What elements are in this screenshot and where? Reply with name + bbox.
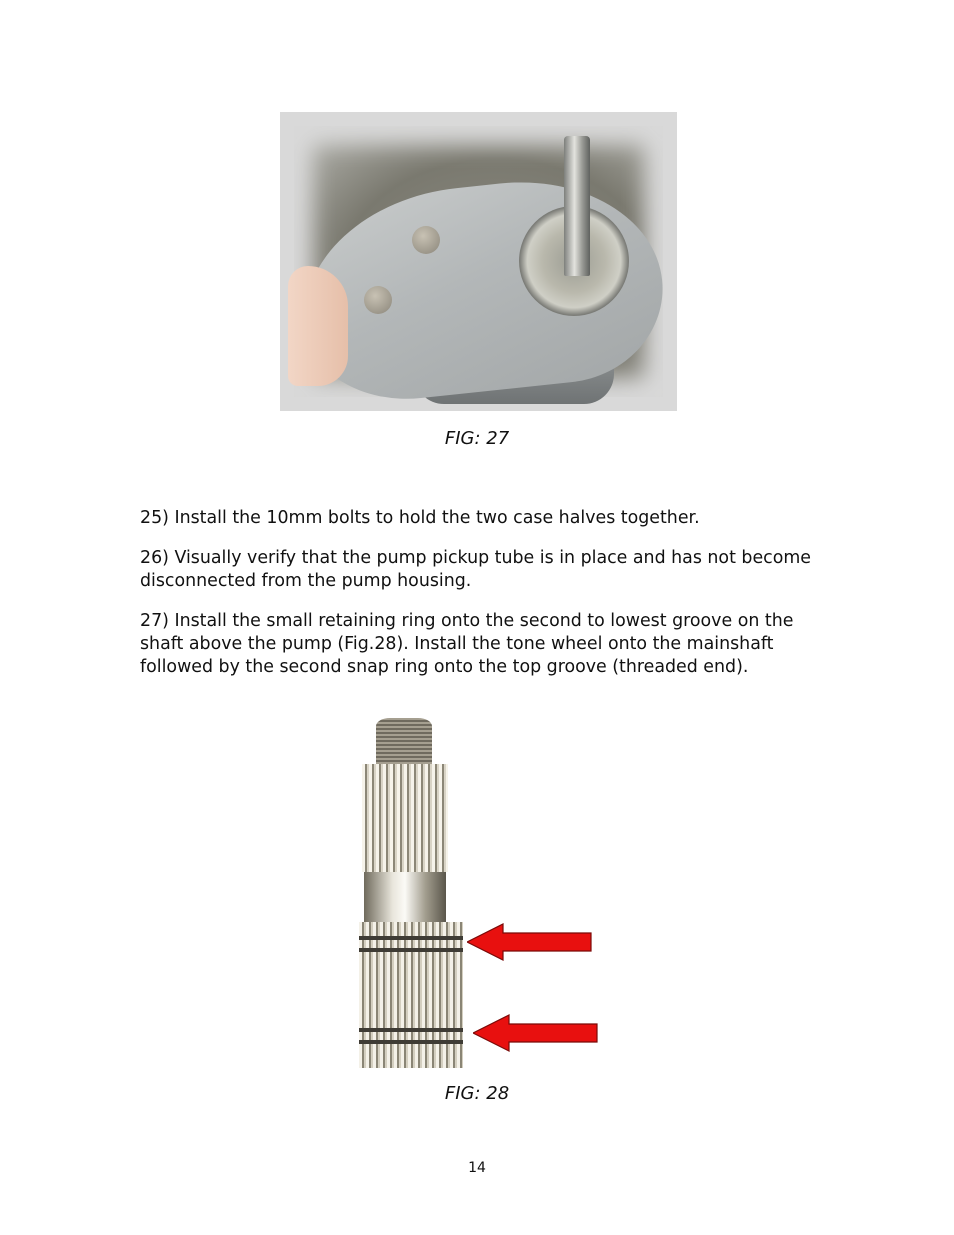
upper-groove — [359, 936, 463, 940]
upper-spline — [362, 764, 448, 872]
step-number: 26) — [140, 548, 169, 568]
lower-groove — [359, 1040, 463, 1044]
step-25 — [140, 507, 820, 530]
step-26 — [140, 547, 820, 593]
threaded-end — [376, 718, 432, 766]
figure-27-caption: FIG: 27 — [444, 428, 510, 449]
step-text: Install the small retaining ring onto the second to lowest groove on the shaft above the pump (Fig.28). Install the tone wheel onto the mainshaft followed by the second snap ring onto the top groove (threaded end). — [140, 611, 794, 677]
case-plug — [364, 286, 392, 314]
arrow-lower-icon — [473, 1014, 599, 1052]
figure-28-photo — [355, 716, 615, 1068]
photo-background — [294, 126, 663, 397]
figure-28-caption: FIG: 28 — [444, 1083, 510, 1104]
step-number: 25) — [140, 508, 169, 528]
smooth-collar — [364, 872, 446, 924]
step-text: Visually verify that the pump pickup tube is in place and has not become disconnected from the pump housing. — [140, 548, 811, 591]
page-number: 14 — [468, 1160, 486, 1176]
case-plug — [412, 226, 440, 254]
mainshaft — [564, 136, 590, 276]
arrow-upper-icon — [467, 923, 593, 961]
figure-27-photo — [280, 112, 677, 411]
step-text: Install the 10mm bolts to hold the two case halves together. — [174, 508, 700, 528]
lower-groove — [359, 1028, 463, 1032]
step-number: 27) — [140, 611, 169, 631]
lower-spline — [359, 922, 463, 1068]
hand — [288, 266, 348, 386]
upper-groove — [359, 948, 463, 952]
step-27 — [140, 610, 820, 679]
